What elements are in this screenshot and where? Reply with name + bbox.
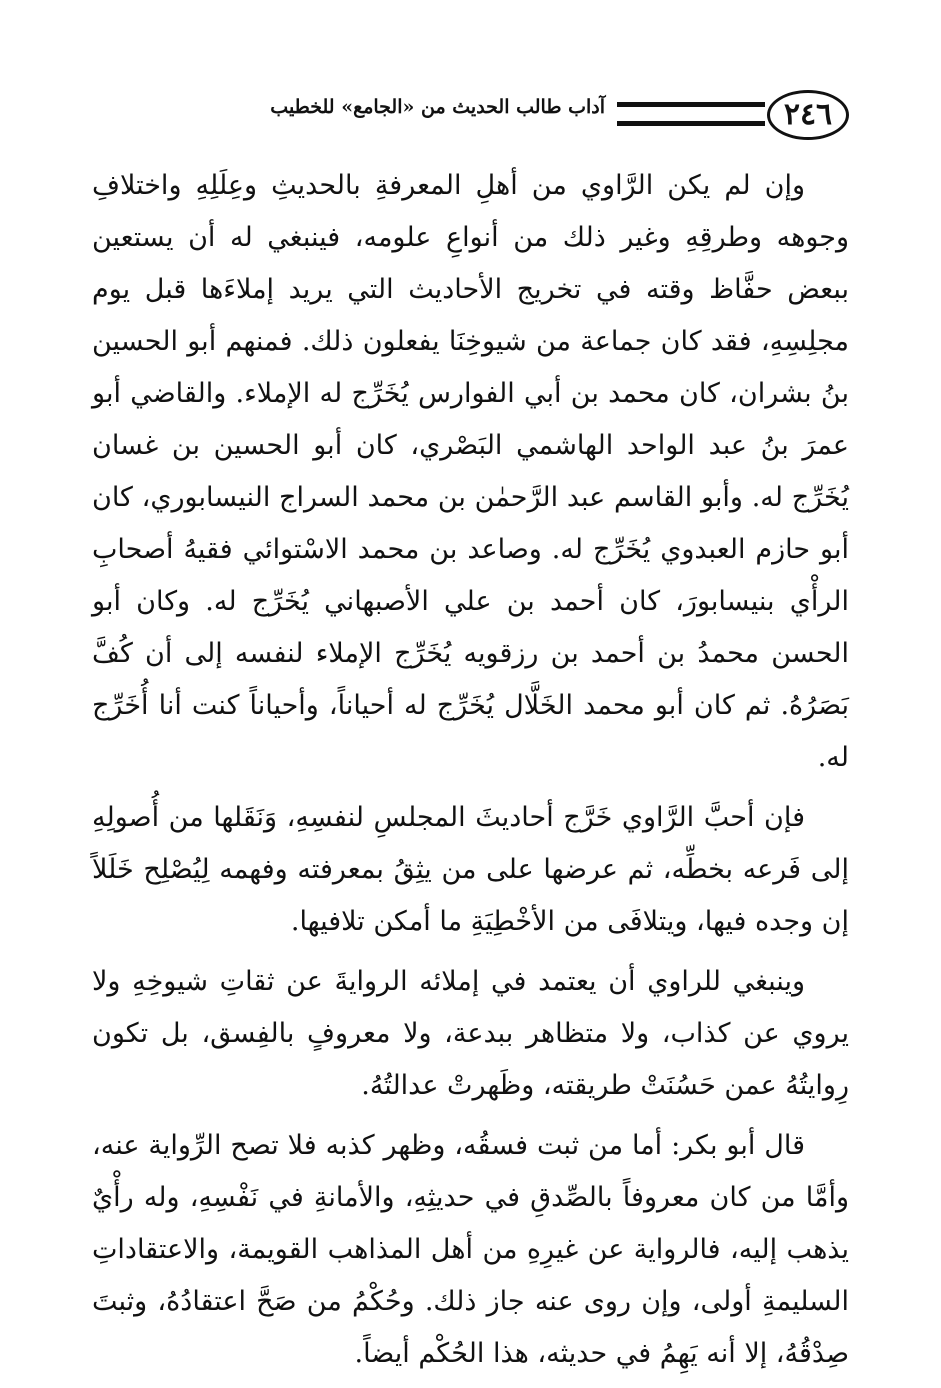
paragraph-3: وينبغي للراوي أن يعتمد في إملائه الروايةَ عن ثقاتِ شيوخِهِ ولا يروي عن كذاب، ولا متظاهر ببدعة، ولا معروفٍ بالفِسق، بل تكون رِوايتُهُ عمن حَسُنَتْ طريقته، وظَهرتْ عدالتُهُ. [92,966,849,1101]
running-title: آداب طالب الحديث من «الجامع» للخطيب [270,96,605,118]
header-rule [617,102,765,126]
paragraph-1: وإن لم يكن الرَّاوي من أهلِ المعرفةِ بالحديثِ وعِلَلِهِ واختلافِ وجوهه وطرقِهِ وغير ذلك من أنواعِ علومه، فينبغي له أن يستعين ببعض حفَّاظ وقته في تخريج الأحاديث التي يريد إملاءَها قبل يوم مجلِسِهِ، فقد كان جماعة من شيوخِنَا يفعلون ذلك. فمنهم أبو الحسين بنُ بشران، كان محمد بن أبي الفوارس يُخَرِّج له الإملاء. والقاضي أبو عمرَ بنُ عبد الواحد الهاشمي البَصْري، كان أبو الحسين بن غسان يُخَرِّج له. وأبو القاسم عبد الرَّحمٰن بن محمد السراج النيسابوري، كان أبو حازم العبدوي يُخَرِّج له. وصاعد بن محمد الاسْتوائي فقيهُ أصحابِ الرأْي بنيسابورَ، كان أحمد بن علي الأصبهاني يُخَرِّج له. وكان أبو الحسن محمدُ بن أحمد بن رزقويه يُخَرِّج الإملاء لنفسه إلى أن كُفَّ بَصَرُهُ. ثم كان أبو محمد الخَلَّال يُخَرِّج له أحياناً، وأحياناً كنت أنا أُخَرِّج له. [92,170,849,773]
page-number: ٢٤٦ [767,90,849,140]
body-text [92,160,849,1388]
page-header [92,86,849,142]
paragraph-2: فإن أحبَّ الرَّاوي خَرَّج أحاديثَ المجلسِ لنفسِهِ، وَنَقَلها من أُصولِهِ إلى فَرعه بخطِّه، ثم عرضها على من يثِقُ بمعرفته وفهمه لِيُصْلِح خَلَلاً إن وجده فيها، ويتلافَى من الأخْطِيَةِ ما أمكن تلافيها. [92,802,849,937]
paragraph-4: قال أبو بكر: أما من ثبت فسقُه، وظهر كذبه فلا تصح الرِّواية عنه، وأمَّا من كان معروفاً بالصِّدقِ في حديثِهِ، والأمانةِ في نَفْسِهِ، وله رأْيٌ يذهب إليه، فالرواية عن غيرِهِ من أهل المذاهب القويمة، والاعتقاداتِ السليمةِ أولى، وإن روى عنه جاز ذلك. وحُكْمُ من صَحَّ اعتقادُهُ، وثبتَ صِدْقُهُ، إلا أنه يَهِمُ في حديثه، هذا الحُكْم أيضاً. [92,1130,849,1369]
